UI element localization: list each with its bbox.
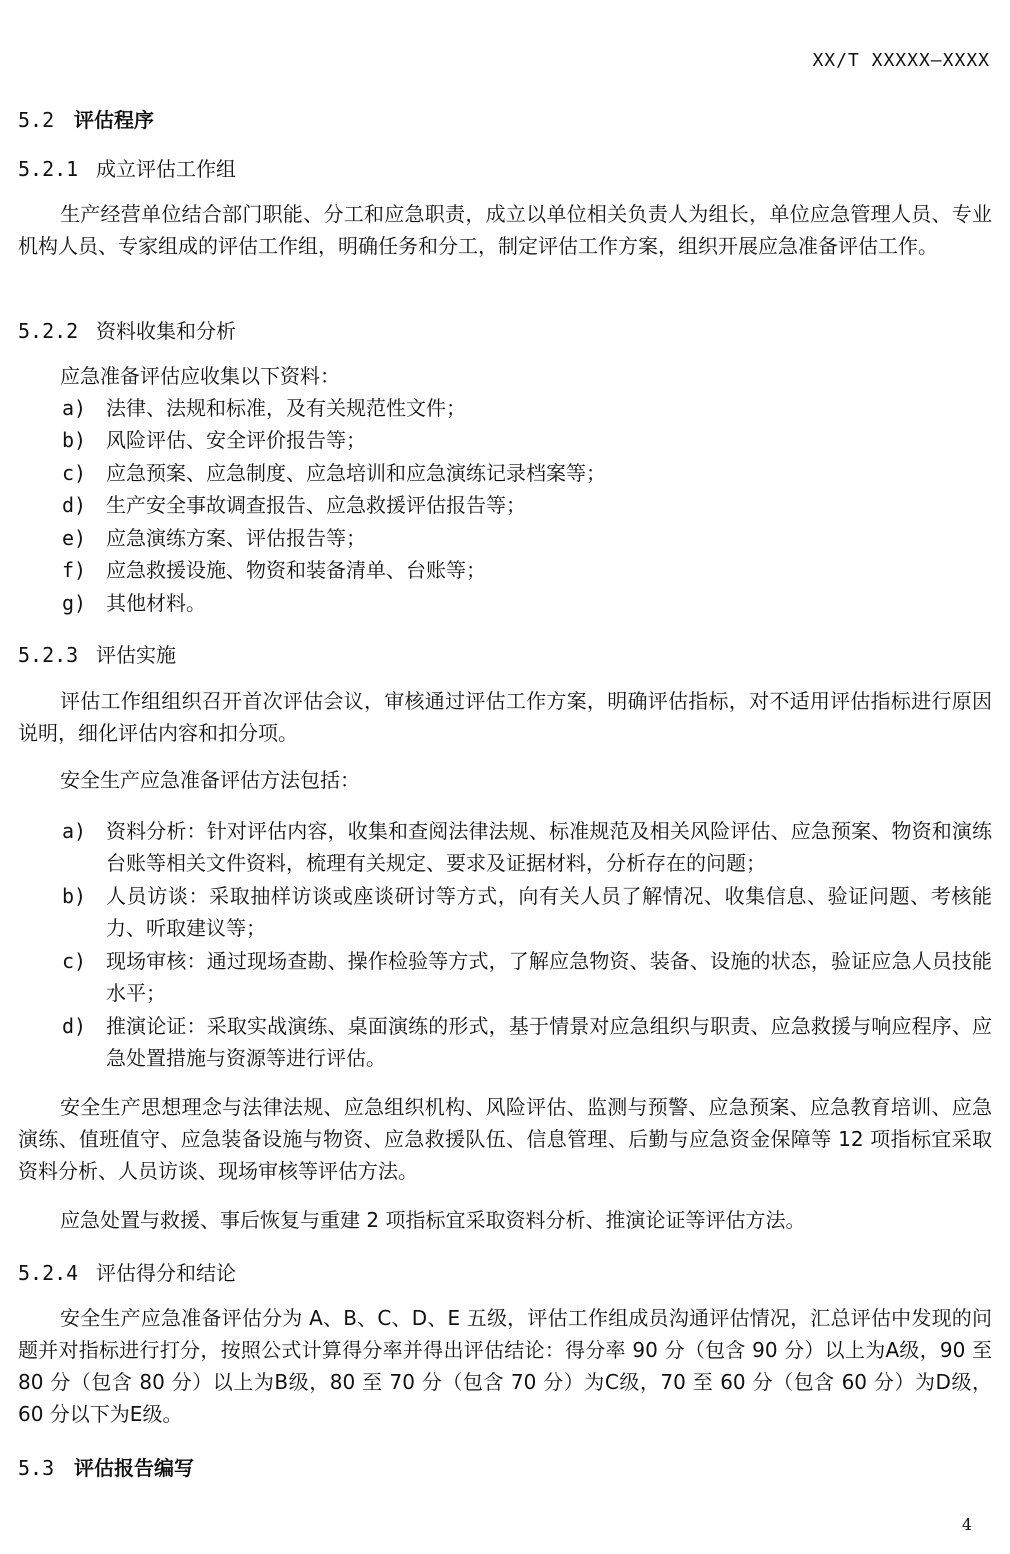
list-text: 资料分析：针对评估内容，收集和查阅法律法规、标准规范及相关风险评估、应急预案、物资和演练台账等相关文件资料，梳理有关规定、要求及证据材料，分析存在的问题； [106,819,992,875]
document-code-header: XX/T XXXXX—XXXX [812,50,990,71]
list-item [62,945,992,1009]
section-heading-5-2-1 [18,153,236,182]
section-title: 评估报告编写 [74,1456,194,1480]
list-item [62,880,992,944]
paragraph-5-2-1: 生产经营单位结合部门职能、分工和应急职责，成立以单位相关负责人为组长，单位应急管理人员、专业机构人员、专家组成的评估工作组，明确任务和分工，制定评估工作方案，组织开展应急准备评估工作。 [18,202,992,258]
section-heading-5-2-4 [18,1257,236,1286]
paragraph-methods-intro: 安全生产应急准备评估方法包括： [60,768,360,792]
section-number: 5.2.3 [18,643,79,667]
list-text: 应急演练方案、评估报告等； [106,526,366,550]
list-item [62,424,992,456]
list-marker: d) [62,1014,87,1038]
section-number: 5.2 [18,108,55,132]
section-title: 评估实施 [96,643,176,667]
list-marker: a) [62,396,87,420]
list-marker: c) [62,461,87,485]
list-item [62,522,992,554]
paragraph-5-2-3-a: 评估工作组组织召开首次评估会议，审核通过评估工作方案，明确评估指标，对不适用评估指标进行原因说明，细化评估内容和扣分项。 [18,689,992,745]
list-text: 生产安全事故调查报告、应急救援评估报告等； [106,493,526,517]
section-number: 5.2.1 [18,157,79,181]
page-number: 4 [961,1515,972,1534]
list-item [62,392,992,424]
list-marker: d) [62,493,87,517]
list-text: 法律、法规和标准，及有关规范性文件； [106,396,466,420]
section-title: 成立评估工作组 [96,157,236,181]
list-marker: a) [62,819,87,843]
list-text: 应急预案、应急制度、应急培训和应急演练记录档案等； [106,461,606,485]
list-marker: b) [62,884,87,908]
list-marker: g) [62,591,87,615]
section-number: 5.3 [18,1456,55,1480]
list-marker: e) [62,526,87,550]
list-text: 现场审核：通过现场查勘、操作检验等方式，了解应急物资、装备、设施的状态，验证应急人员技能水平； [106,949,992,1005]
list-item [62,489,992,521]
list-text: 应急救援设施、物资和装备清单、台账等； [106,558,486,582]
section-title: 评估得分和结论 [96,1261,236,1285]
list-item [62,815,992,879]
paragraph-2-indicators: 应急处置与救援、事后恢复与重建 2 项指标宜采取资料分析、推演论证等评估方法。 [60,1208,806,1232]
list-item [62,587,992,619]
section-title: 资料收集和分析 [96,319,236,343]
list-item [62,1010,992,1074]
section-title: 评估程序 [74,108,154,132]
list-marker: b) [62,428,87,452]
section-heading-5-2 [18,104,154,133]
section-heading-5-2-3 [18,639,176,668]
list-text: 其他材料。 [106,591,206,615]
paragraph-intro: 应急准备评估应收集以下资料： [60,364,340,388]
list-text: 人员访谈：采取抽样访谈或座谈研讨等方式，向有关人员了解情况、收集信息、验证问题、考核能力、听取建议等； [106,884,992,940]
paragraph-12-indicators: 安全生产思想理念与法律法规、应急组织机构、风险评估、监测与预警、应急预案、应急教育培训、应急演练、值班值守、应急装备设施与物资、应急救援队伍、信息管理、后勤与应急资金保障等 12 项指标宜采取资料分析、人员访谈、现场审核等评估方法。 [18,1095,992,1183]
list-item [62,554,992,586]
list-marker: c) [62,949,87,973]
section-number: 5.2.2 [18,319,79,343]
paragraph-5-2-4: 安全生产应急准备评估分为 A、B、C、D、E 五级，评估工作组成员沟通评估情况，汇总评估中发现的问题并对指标进行打分，按照公式计算得分率并得出评估结论：得分率 90 分（包含 90 分）以上为A级，90 至 80 分（包含 80 分）以上为B级，80 至 70 分（包含 70 分）为C级，70 至 60 分（包含 60 分）为D级，60 分以下为E级。 [18,1306,992,1426]
section-heading-5-2-2 [18,315,236,344]
section-number: 5.2.4 [18,1261,79,1285]
list-item [62,457,992,489]
list-text: 风险评估、安全评价报告等； [106,428,366,452]
list-marker: f) [62,558,87,582]
list-text: 推演论证：采取实战演练、桌面演练的形式，基于情景对应急组织与职责、应急救援与响应程序、应急处置措施与资源等进行评估。 [106,1014,992,1070]
section-heading-5-3 [18,1452,194,1481]
